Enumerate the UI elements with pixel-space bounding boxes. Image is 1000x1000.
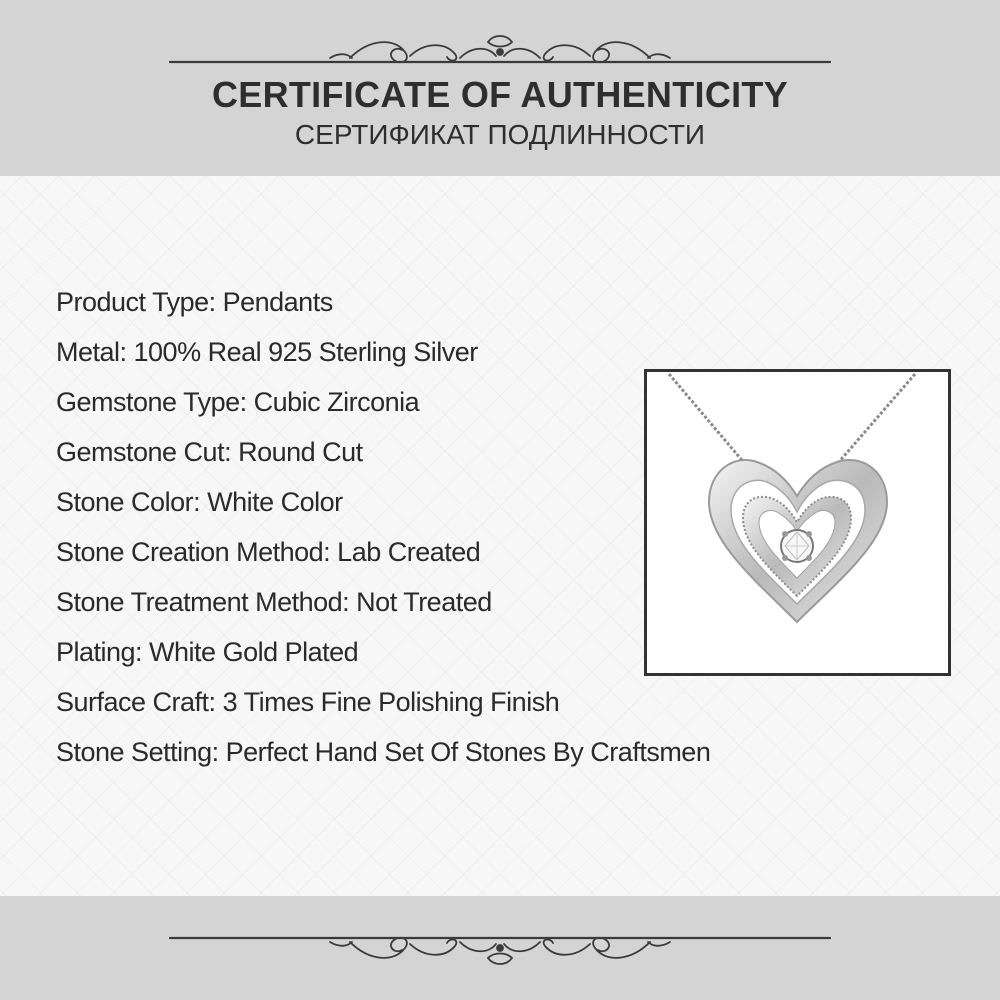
footer-band <box>0 896 1000 1000</box>
spec-product-type: Product Type: Pendants <box>56 287 333 317</box>
spec-stone-color: Stone Color: White Color <box>56 487 343 517</box>
spec-gemstone-cut: Gemstone Cut: Round Cut <box>56 437 363 467</box>
spec-metal: Metal: 100% Real 925 Sterling Silver <box>56 337 478 367</box>
spec-surface-craft: Surface Craft: 3 Times Fine Polishing Finish <box>56 687 560 717</box>
spec-stone-setting: Stone Setting: Perfect Hand Set Of Stones By Craftsmen <box>56 737 711 767</box>
page-subtitle: СЕРТИФИКАТ ПОДЛИННОСТИ <box>294 119 706 150</box>
footer-ornament-icon <box>0 932 1000 972</box>
header-ornament-icon <box>0 28 1000 68</box>
spec-stone-treatment-method: Stone Treatment Method: Not Treated <box>56 587 492 617</box>
page-title: CERTIFICATE OF AUTHENTICITY <box>211 74 789 115</box>
product-specs-list <box>56 282 710 782</box>
heart-pendant-icon <box>647 372 948 673</box>
header-band <box>0 0 1000 176</box>
spec-stone-creation-method: Stone Creation Method: Lab Created <box>56 537 481 567</box>
spec-plating: Plating: White Gold Plated <box>56 637 359 667</box>
product-photo-frame <box>644 369 951 676</box>
spec-gemstone-type: Gemstone Type: Cubic Zirconia <box>56 387 420 417</box>
